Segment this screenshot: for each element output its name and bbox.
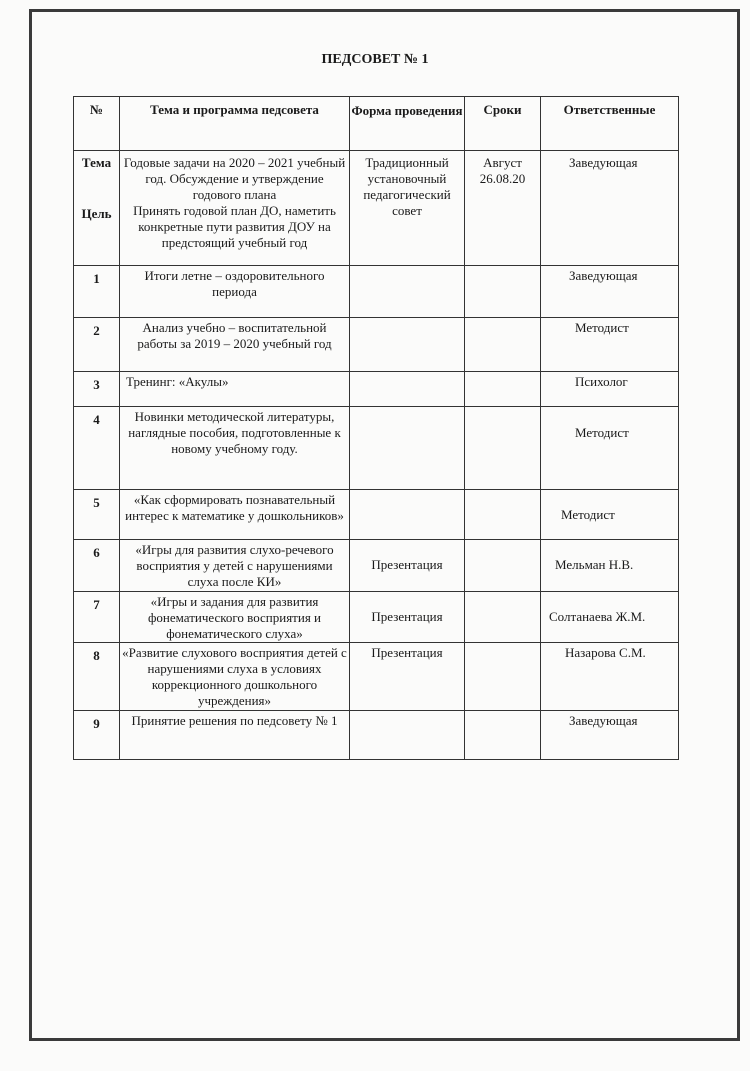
row-tema: Принятие решения по педсовету № 1	[120, 711, 350, 760]
row-forma: Презентация	[350, 540, 465, 592]
row-num: 4	[74, 407, 120, 490]
label-cel: Цель	[81, 206, 112, 221]
row-otv: Заведующая	[541, 266, 679, 318]
row-sroki	[465, 711, 541, 760]
table-row	[74, 711, 679, 760]
table-row	[74, 592, 679, 643]
row-otv: Психолог	[541, 372, 679, 407]
row0-labels	[74, 151, 120, 266]
row-sroki	[465, 318, 541, 372]
row-otv: Методист	[541, 490, 679, 540]
row-sroki	[465, 592, 541, 643]
pedsovet-table	[73, 96, 679, 760]
table-header-row	[74, 97, 679, 151]
row-forma	[350, 490, 465, 540]
row-tema: Тренинг: «Акулы»	[120, 372, 350, 407]
row0-tema-text: Годовые задачи на 2020 – 2021 учебный год. Обсуждение и утверждение годового плана	[123, 155, 346, 202]
row-num: 7	[74, 592, 120, 643]
row0-forma: Традиционный установочный педагогический совет	[350, 151, 465, 266]
row-tema: «Игры для развития слухо-речевого восприятия у детей с нарушениями слуха после КИ»	[120, 540, 350, 592]
row-num: 1	[74, 266, 120, 318]
row0-tema-cell	[120, 151, 350, 266]
table-row	[74, 407, 679, 490]
row-num: 3	[74, 372, 120, 407]
row-otv: Мельман Н.В.	[541, 540, 679, 592]
row-otv: Методист	[541, 318, 679, 372]
row-forma	[350, 372, 465, 407]
row-forma	[350, 266, 465, 318]
row-num: 6	[74, 540, 120, 592]
header-num: №	[74, 97, 120, 151]
row-tema: «Как сформировать познавательный интерес к математике у дошкольников»	[120, 490, 350, 540]
table-row	[74, 490, 679, 540]
row-num: 8	[74, 643, 120, 711]
page-title: ПЕДСОВЕТ № 1	[321, 52, 429, 67]
row0-sroki-month: Август	[483, 155, 522, 170]
header-forma: Форма проведения	[350, 97, 465, 151]
row-sroki	[465, 540, 541, 592]
table-row	[74, 643, 679, 711]
row0-sroki-date: 26.08.20	[479, 171, 526, 186]
row-sroki	[465, 490, 541, 540]
label-tema: Тема	[81, 155, 112, 170]
row-num: 9	[74, 711, 120, 760]
row-forma: Презентация	[350, 592, 465, 643]
row-num: 5	[74, 490, 120, 540]
row0-otv: Заведующая	[541, 151, 679, 266]
row-tema: «Развитие слухового восприятия детей с нарушениями слуха в условиях коррекционного дошкольного учреждения»	[120, 643, 350, 711]
header-sroki: Сроки	[465, 97, 541, 151]
row-forma	[350, 407, 465, 490]
row-sroki	[465, 407, 541, 490]
row-otv: Заведующая	[541, 711, 679, 760]
row-sroki	[465, 266, 541, 318]
header-otv: Ответственные	[541, 97, 679, 151]
row-sroki	[465, 643, 541, 711]
table-row	[74, 266, 679, 318]
row-otv: Назарова С.М.	[541, 643, 679, 711]
table-row	[74, 540, 679, 592]
header-tema: Тема и программа педсовета	[120, 97, 350, 151]
row-otv: Методист	[541, 407, 679, 490]
row-tema: Новинки методической литературы, наглядные пособия, подготовленные к новому учебному году.	[120, 407, 350, 490]
row-tema: Итоги летне – оздоровительного периода	[120, 266, 350, 318]
row-sroki	[465, 372, 541, 407]
row-tema: «Игры и задания для развития фонематического восприятия и фонематического слуха»	[120, 592, 350, 643]
row-tema: Анализ учебно – воспитательной работы за 2019 – 2020 учебный год	[120, 318, 350, 372]
row0-sroki	[465, 151, 541, 266]
row-num: 2	[74, 318, 120, 372]
table-row	[74, 318, 679, 372]
row-forma: Презентация	[350, 643, 465, 711]
table-row-tema-cel	[74, 151, 679, 266]
table-row	[74, 372, 679, 407]
row-forma	[350, 318, 465, 372]
row-otv: Солтанаева Ж.М.	[541, 592, 679, 643]
row-forma	[350, 711, 465, 760]
row0-cel-text: Принять годовой план ДО, наметить конкретные пути развития ДОУ на предстоящий учебный год	[133, 203, 336, 250]
